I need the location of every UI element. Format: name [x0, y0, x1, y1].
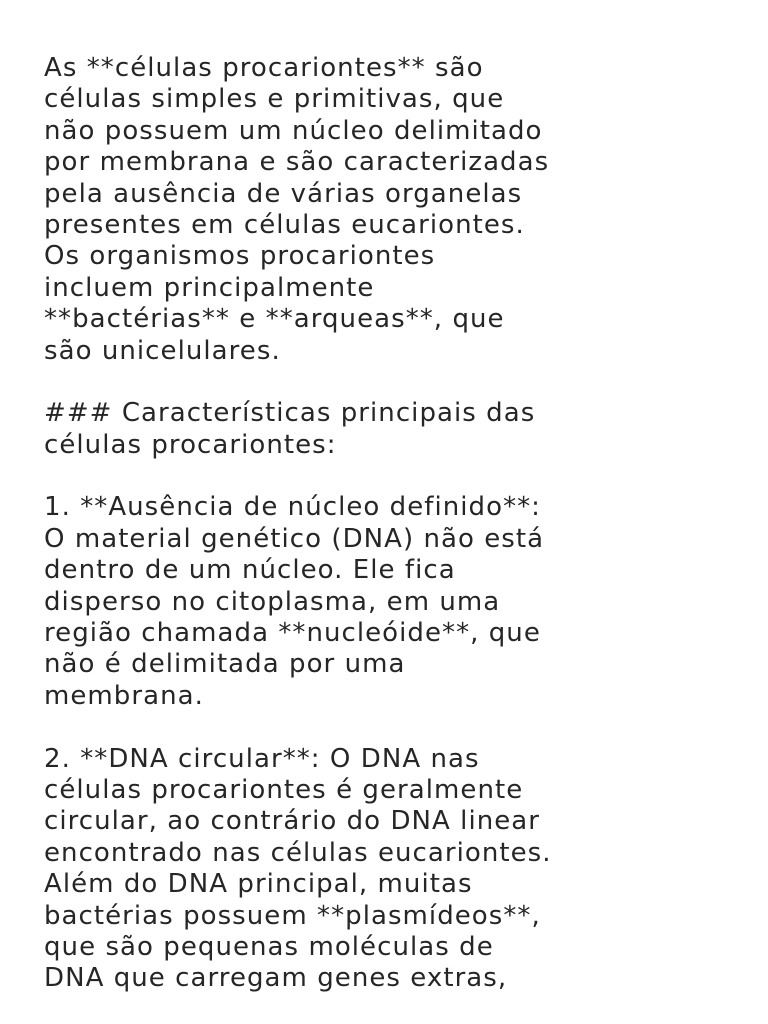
- paragraph-intro: [44, 53, 744, 367]
- text-line: bactérias possuem **plasmídeos**,: [44, 900, 541, 931]
- text-line: por membrana e são caracterizadas: [44, 147, 550, 178]
- text-line: circular, ao contrário do DNA linear: [44, 806, 541, 837]
- text-line: células simples e primitivas, que: [44, 84, 505, 115]
- text-line: região chamada **nucleóide**, que: [44, 618, 541, 649]
- text-line: 1. **Ausência de núcleo definido**:: [44, 492, 541, 523]
- list-item-1: [44, 492, 744, 712]
- heading-line: ### Características principais das: [44, 398, 536, 429]
- text-line: Além do DNA principal, muitas: [44, 869, 473, 900]
- text-line: não possuem um núcleo delimitado: [44, 115, 543, 146]
- section-heading: [44, 398, 744, 461]
- paragraph-spacer: [44, 461, 744, 492]
- text-line: O material genético (DNA) não está: [44, 523, 545, 554]
- text-line: membrana.: [44, 680, 204, 711]
- text-line: que são pequenas moléculas de: [44, 931, 494, 962]
- text-line: **bactérias** e **arqueas**, que: [44, 304, 505, 335]
- text-line: encontrado nas células eucariontes.: [44, 837, 552, 868]
- text-line: pela ausência de várias organelas: [44, 178, 523, 209]
- text-line: DNA que carregam genes extras,: [44, 963, 508, 994]
- paragraph-spacer: [44, 367, 744, 398]
- list-item-2: [44, 744, 744, 995]
- text-line: Os organismos procariontes: [44, 241, 436, 272]
- text-line: são unicelulares.: [44, 335, 281, 366]
- text-line: disperso no citoplasma, em uma: [44, 586, 501, 617]
- text-line: incluem principalmente: [44, 272, 375, 303]
- heading-line: células procariontes:: [44, 429, 337, 460]
- text-line: células procariontes é geralmente: [44, 774, 524, 805]
- text-line: presentes em células eucariontes.: [44, 209, 525, 240]
- paragraph-spacer: [44, 712, 744, 743]
- text-line: dentro de um núcleo. Ele fica: [44, 555, 456, 586]
- document-text: [44, 53, 744, 995]
- text-line: não é delimitada por uma: [44, 649, 406, 680]
- text-line: 2. **DNA circular**: O DNA nas: [44, 743, 480, 774]
- text-line: As **células procariontes** são: [44, 53, 484, 83]
